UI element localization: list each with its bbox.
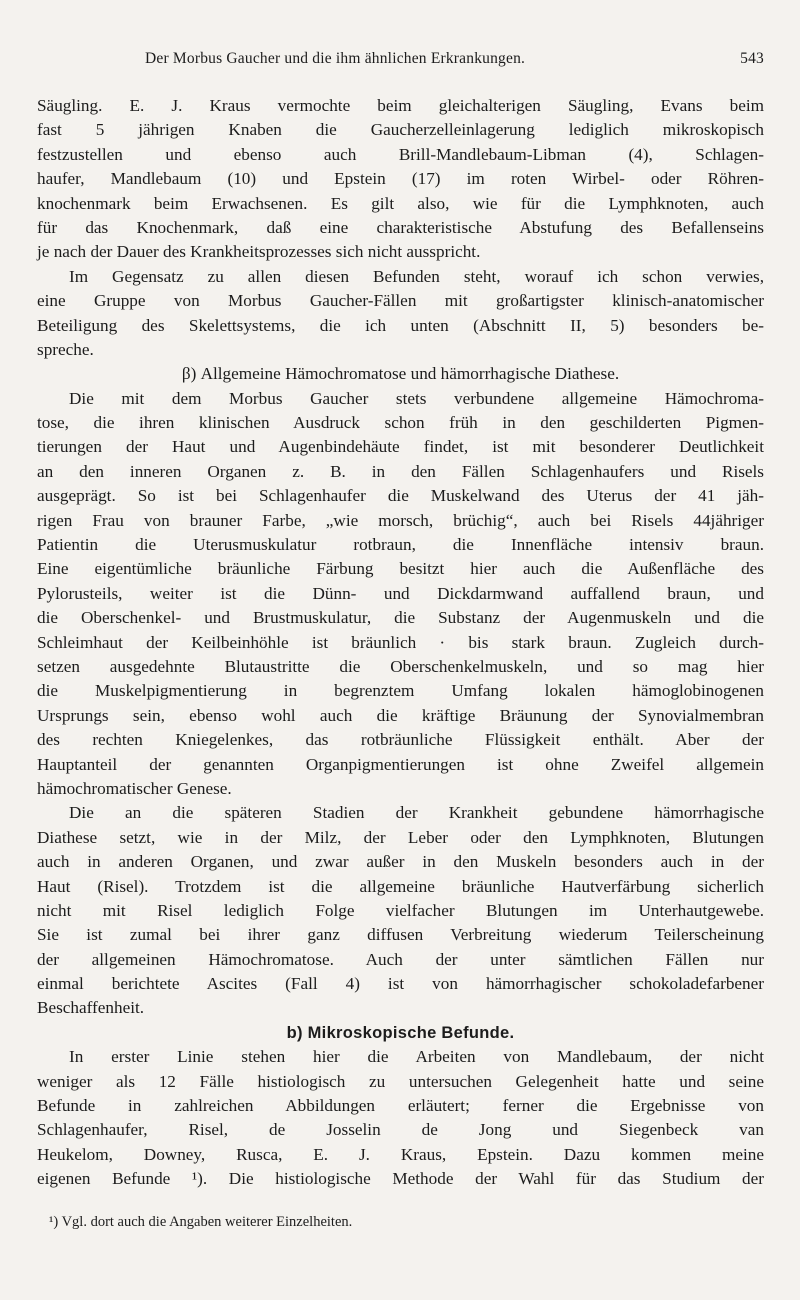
text-line: fast 5 jährigen Knaben die Gaucherzelleinlagerung lediglich mikroskopisch: [37, 120, 764, 140]
text-line: spreche.: [37, 339, 94, 359]
text-line: rigen Frau von brauner Farbe, „wie morsch, brüchig“, auch bei Risels 44jähriger: [37, 510, 764, 530]
text-line: hämochromatischer Genese.: [37, 778, 232, 798]
text-line: Die an die späteren Stadien der Krankheit gebundene hämorrhagische: [69, 803, 764, 823]
text-line: Schleimhaut der Keilbeinhöhle ist bräunlich · bis stark braun. Zugleich durch-: [37, 632, 764, 652]
text-line: ausgeprägt. So ist bei Schlagenhaufer die Muskelwand des Uterus der 41 jäh-: [37, 486, 764, 506]
text-line: knochenmark beim Erwachsenen. Es gilt also, wie für die Lymphknoten, auch: [37, 193, 764, 213]
text-line: die Oberschenkel- und Brustmuskulatur, die Substanz der Augenmuskeln und die: [37, 608, 764, 628]
text-line: Sie ist zumal bei ihrer ganz diffusen Verbreitung wiederum Teilerscheinung: [37, 925, 764, 945]
text-line: nicht mit Risel lediglich Folge vielfacher Blutungen im Unterhautgewebe.: [37, 900, 764, 920]
text-line: haufer, Mandlebaum (10) und Epstein (17) im roten Wirbel- oder Röhren-: [37, 169, 764, 189]
text-line: Eine eigentümliche bräunliche Färbung besitzt hier auch die Außenfläche des: [37, 559, 764, 579]
text-line: festzustellen und ebenso auch Brill-Mandlebaum-Libman (4), Schlagen-: [37, 144, 764, 164]
text-line: Pylorusteils, weiter ist die Dünn- und Dickdarmwand auffallend braun, und: [37, 583, 764, 603]
text-line: tierungen der Haut und Augenbindehäute findet, ist mit besonderer Deutlichkeit: [37, 437, 764, 457]
text-line: tose, die ihren klinischen Ausdruck schon früh in den geschilderten Pigmen-: [37, 413, 764, 433]
running-title: Der Morbus Gaucher und die ihm ähnlichen Erkrankungen.: [145, 50, 526, 67]
footnote-text: Vgl. dort auch die Angaben weiterer Einzelheiten.: [61, 1214, 353, 1230]
section-heading: β) Allgemeine Hämochromatose und hämorrhagische Diathese.: [181, 364, 620, 384]
text-line: Beteiligung des Skelettsystems, die ich unten (Abschnitt II, 5) besonders be-: [37, 315, 764, 335]
footnote-marker: ¹): [49, 1214, 59, 1230]
text-line: Ursprungs sein, ebenso wohl auch die kräftige Bräunung der Synovialmembran: [37, 705, 764, 725]
page-number: 543: [740, 50, 764, 67]
text-line: Hauptanteil der genannten Organpigmentierungen ist ohne Zweifel allgemein: [37, 754, 764, 774]
text-line: Beschaffenheit.: [37, 998, 145, 1018]
text-line: Säugling. E. J. Kraus vermochte beim gleichalterigen Säugling, Evans beim: [37, 96, 764, 115]
text-line: für das Knochenmark, daß eine charakteristische Abstufung des Befallenseins: [37, 217, 764, 237]
text-line: Die mit dem Morbus Gaucher stets verbundene allgemeine Hämochroma-: [69, 388, 764, 408]
text-line: Diathese setzt, wie in der Milz, der Leber oder den Lymphknoten, Blutungen: [37, 827, 764, 847]
text-line: Im Gegensatz zu allen diesen Befunden steht, worauf ich schon verwies,: [69, 266, 764, 286]
text-line: setzen ausgedehnte Blutaustritte die Oberschenkelmuskeln, und so mag hier: [37, 656, 764, 676]
text-line: je nach der Dauer des Krankheitsprozesses sich nicht ausspricht.: [37, 242, 481, 262]
footnote: [37, 1212, 764, 1232]
text-line: an den inneren Organen z. B. in den Fällen Schlagenhaufers und Risels: [37, 461, 764, 481]
text-line: auch in anderen Organen, und zwar außer in den Muskeln besonders auch in der: [37, 852, 764, 872]
text-line: Haut (Risel). Trotzdem ist die allgemeine bräunliche Hautverfärbung sicherlich: [37, 876, 764, 896]
text-line: einmal berichtete Ascites (Fall 4) ist von hämorrhagischer schokoladefarbener: [37, 974, 764, 994]
subsection-heading: b) Mikroskopische Befunde.: [286, 1023, 515, 1042]
body-text: [37, 94, 764, 1192]
text-line: des rechten Kniegelenkes, das rotbräunliche Flüssigkeit enthält. Aber der: [37, 730, 764, 750]
text-line: die Muskelpigmentierung in begrenztem Umfang lokalen hämoglobinogenen: [37, 681, 764, 701]
text-line: eine Gruppe von Morbus Gaucher-Fällen mit großartigster klinisch-anatomischer: [37, 291, 764, 311]
text-line: der allgemeinen Hämochromatose. Auch der unter sämtlichen Fällen nur: [37, 949, 764, 969]
text-line: Patientin die Uterusmuskulatur rotbraun, die Innenfläche intensiv braun.: [37, 535, 764, 555]
text-line: Heukelom, Downey, Rusca, E. J. Kraus, Epstein. Dazu kommen meine: [37, 1144, 764, 1164]
text-line: Schlagenhaufer, Risel, de Josselin de Jong und Siegenbeck van: [37, 1120, 764, 1140]
text-line: eigenen Befunde ¹). Die histiologische Methode der Wahl für das Studium der: [37, 1169, 764, 1189]
running-header: [37, 50, 764, 72]
text-line: In erster Linie stehen hier die Arbeiten von Mandlebaum, der nicht: [69, 1047, 764, 1067]
text-line: weniger als 12 Fälle histiologisch zu untersuchen Gelegenheit hatte und seine: [37, 1071, 764, 1091]
text-line: Befunde in zahlreichen Abbildungen erläutert; ferner die Ergebnisse von: [37, 1096, 764, 1116]
